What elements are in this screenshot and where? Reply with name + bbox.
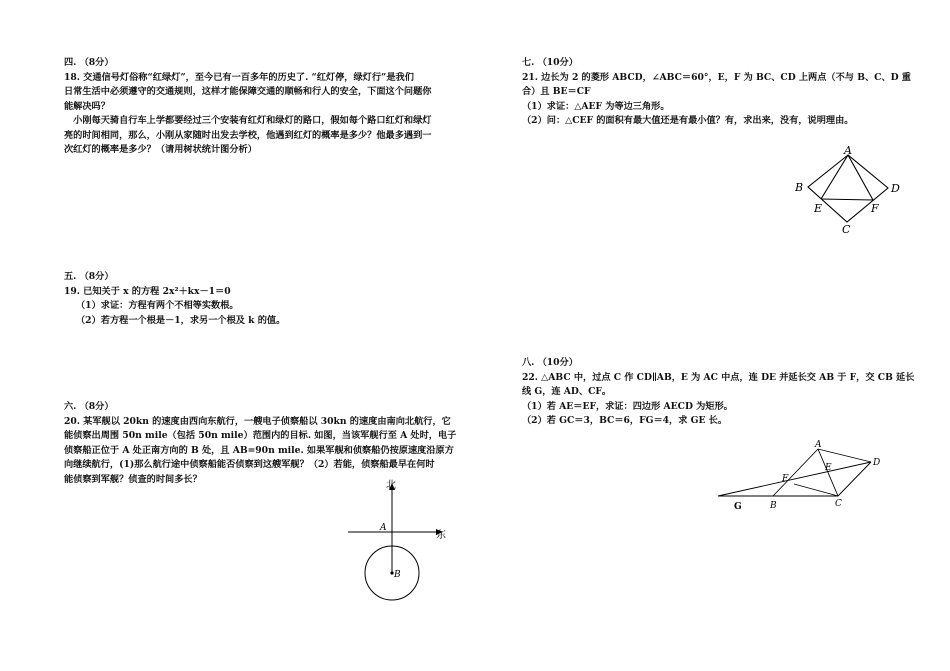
- section-7: [522, 56, 918, 129]
- q21-part-2: （2）问：△CEF 的面积有最大值还是有最小值？有，求出来，没有，说明理由。: [522, 115, 854, 126]
- line-gd: [718, 462, 871, 496]
- q21-line-2: 合）且 BE＝CF: [522, 86, 591, 97]
- point-f-label: F: [871, 202, 879, 215]
- q21-part-1: （1）求证：△AEF 为等边三角形。: [522, 100, 670, 112]
- segment-cf: [794, 484, 838, 496]
- vertex-a-label: A: [844, 144, 852, 157]
- segment-af: [848, 155, 873, 200]
- q19-part-1: （1）求证：方程有两个不相等实数根。: [76, 300, 239, 311]
- q22-f-label: F: [782, 474, 789, 484]
- north-label: 北: [386, 480, 396, 491]
- vertex-c-label: C: [842, 223, 851, 236]
- q22-line-2: 线 G，连 AD、CF。: [522, 386, 612, 397]
- segment-ad: [818, 449, 871, 462]
- section-6-heading: 六. （8分）: [64, 401, 114, 412]
- vertex-b-label: B: [795, 181, 804, 194]
- section-6: [64, 400, 464, 487]
- q22-d-label: D: [873, 458, 881, 468]
- q20-line-2: 能侦察出周围 50n mile（包括 50n mile）范围内的目标. 如图，当该军舰行至 A 处时，电子: [64, 430, 457, 441]
- section-7-heading: 七. （10分）: [522, 57, 578, 68]
- section-8-heading: 八. （10分）: [522, 357, 578, 368]
- q19-text: 19. 已知关于 x 的方程 2x²＋kx－1＝0: [64, 285, 231, 297]
- q22-part-1: （1）若 AE＝EF，求证：四边形 AECD 为矩形。: [522, 400, 733, 412]
- q18-line-3: 能解决吗？: [64, 100, 110, 112]
- q18-line-5: 亮的时间相同，那么，小刚从家随时出发去学校，他遇到红灯的概率是多少？他最多遇到一: [64, 129, 432, 141]
- q20-line-3: 侦察船正位于 A 处正南方向的 B 处，且 AB=90n mile. 如果军舰和侦察船仍按原速度沿原方: [64, 444, 454, 456]
- q20-figure: [340, 476, 460, 606]
- section-4: [64, 56, 464, 158]
- vertex-d-label: D: [891, 182, 900, 195]
- q22-a-label: A: [815, 440, 822, 450]
- section-5: [64, 270, 464, 328]
- point-e-label: E: [814, 202, 823, 215]
- q19-part-2: （2）若方程一个根是－1，求另一个根及 k 的值。: [76, 314, 286, 326]
- q18-line-4: 小刚每天骑自行车上学都要经过三个安装有红灯和绿灯的路口，假如每个路口红灯和绿灯: [64, 115, 432, 126]
- point-a-label: A: [380, 523, 387, 533]
- section-8: [522, 356, 918, 429]
- q18-line-1: 18. 交通信号灯俗称“红绿灯”，至今已有一百多年的历史了. “红灯停，绿灯行”是我们: [64, 71, 414, 83]
- segment-ae: [821, 155, 848, 199]
- east-label: 东: [436, 530, 446, 541]
- q22-b-label: B: [770, 501, 777, 511]
- q20-line-5: 能侦察到军舰？侦查的时间多长？: [64, 473, 202, 485]
- q22-figure: [708, 436, 908, 516]
- section-5-heading: 五. （8分）: [64, 271, 114, 282]
- q21-figure: [790, 144, 910, 236]
- q20-line-1: 20. 某军舰以 20kn 的速度由西向东航行，一艘电子侦察船以 30kn 的速度由南向北航行，它: [64, 415, 451, 427]
- q22-g-label: G: [734, 502, 742, 512]
- q18-line-6: 次红灯的概率是多少？（请用树状统计图分析）: [64, 144, 257, 155]
- point-b-label: B: [394, 570, 401, 580]
- q22-part-2: （2）若 GC＝3，BC＝6，FG＝4，求 GE 长。: [522, 415, 728, 426]
- q21-line-1: 21. 边长为 2 的菱形 ABCD，∠ABC＝60°，E，F 为 BC、CD 上两点（不与 B、C、D 重: [522, 71, 911, 83]
- section-4-heading: 四. （8分）: [64, 57, 114, 68]
- q20-line-4: 向继续航行，(1)那么航行途中侦察船能否侦察到这艘军舰？（2）若能，侦察船最早在何时: [64, 459, 435, 470]
- segment-cd: [838, 462, 871, 496]
- segment-ef: [821, 199, 873, 200]
- q22-line-1: 22. △ABC 中，过点 C 作 CD∥AB，E 为 AC 中点，连 DE 并延长交 AB 于 F，交 CB 延长: [522, 371, 915, 383]
- q22-e-label: E: [825, 463, 832, 473]
- q18-line-2: 日常生活中必须遵守的交通规则，这样才能保障交通的顺畅和行人的安全，下面这个问题你: [64, 86, 432, 97]
- q22-c-label: C: [835, 499, 842, 509]
